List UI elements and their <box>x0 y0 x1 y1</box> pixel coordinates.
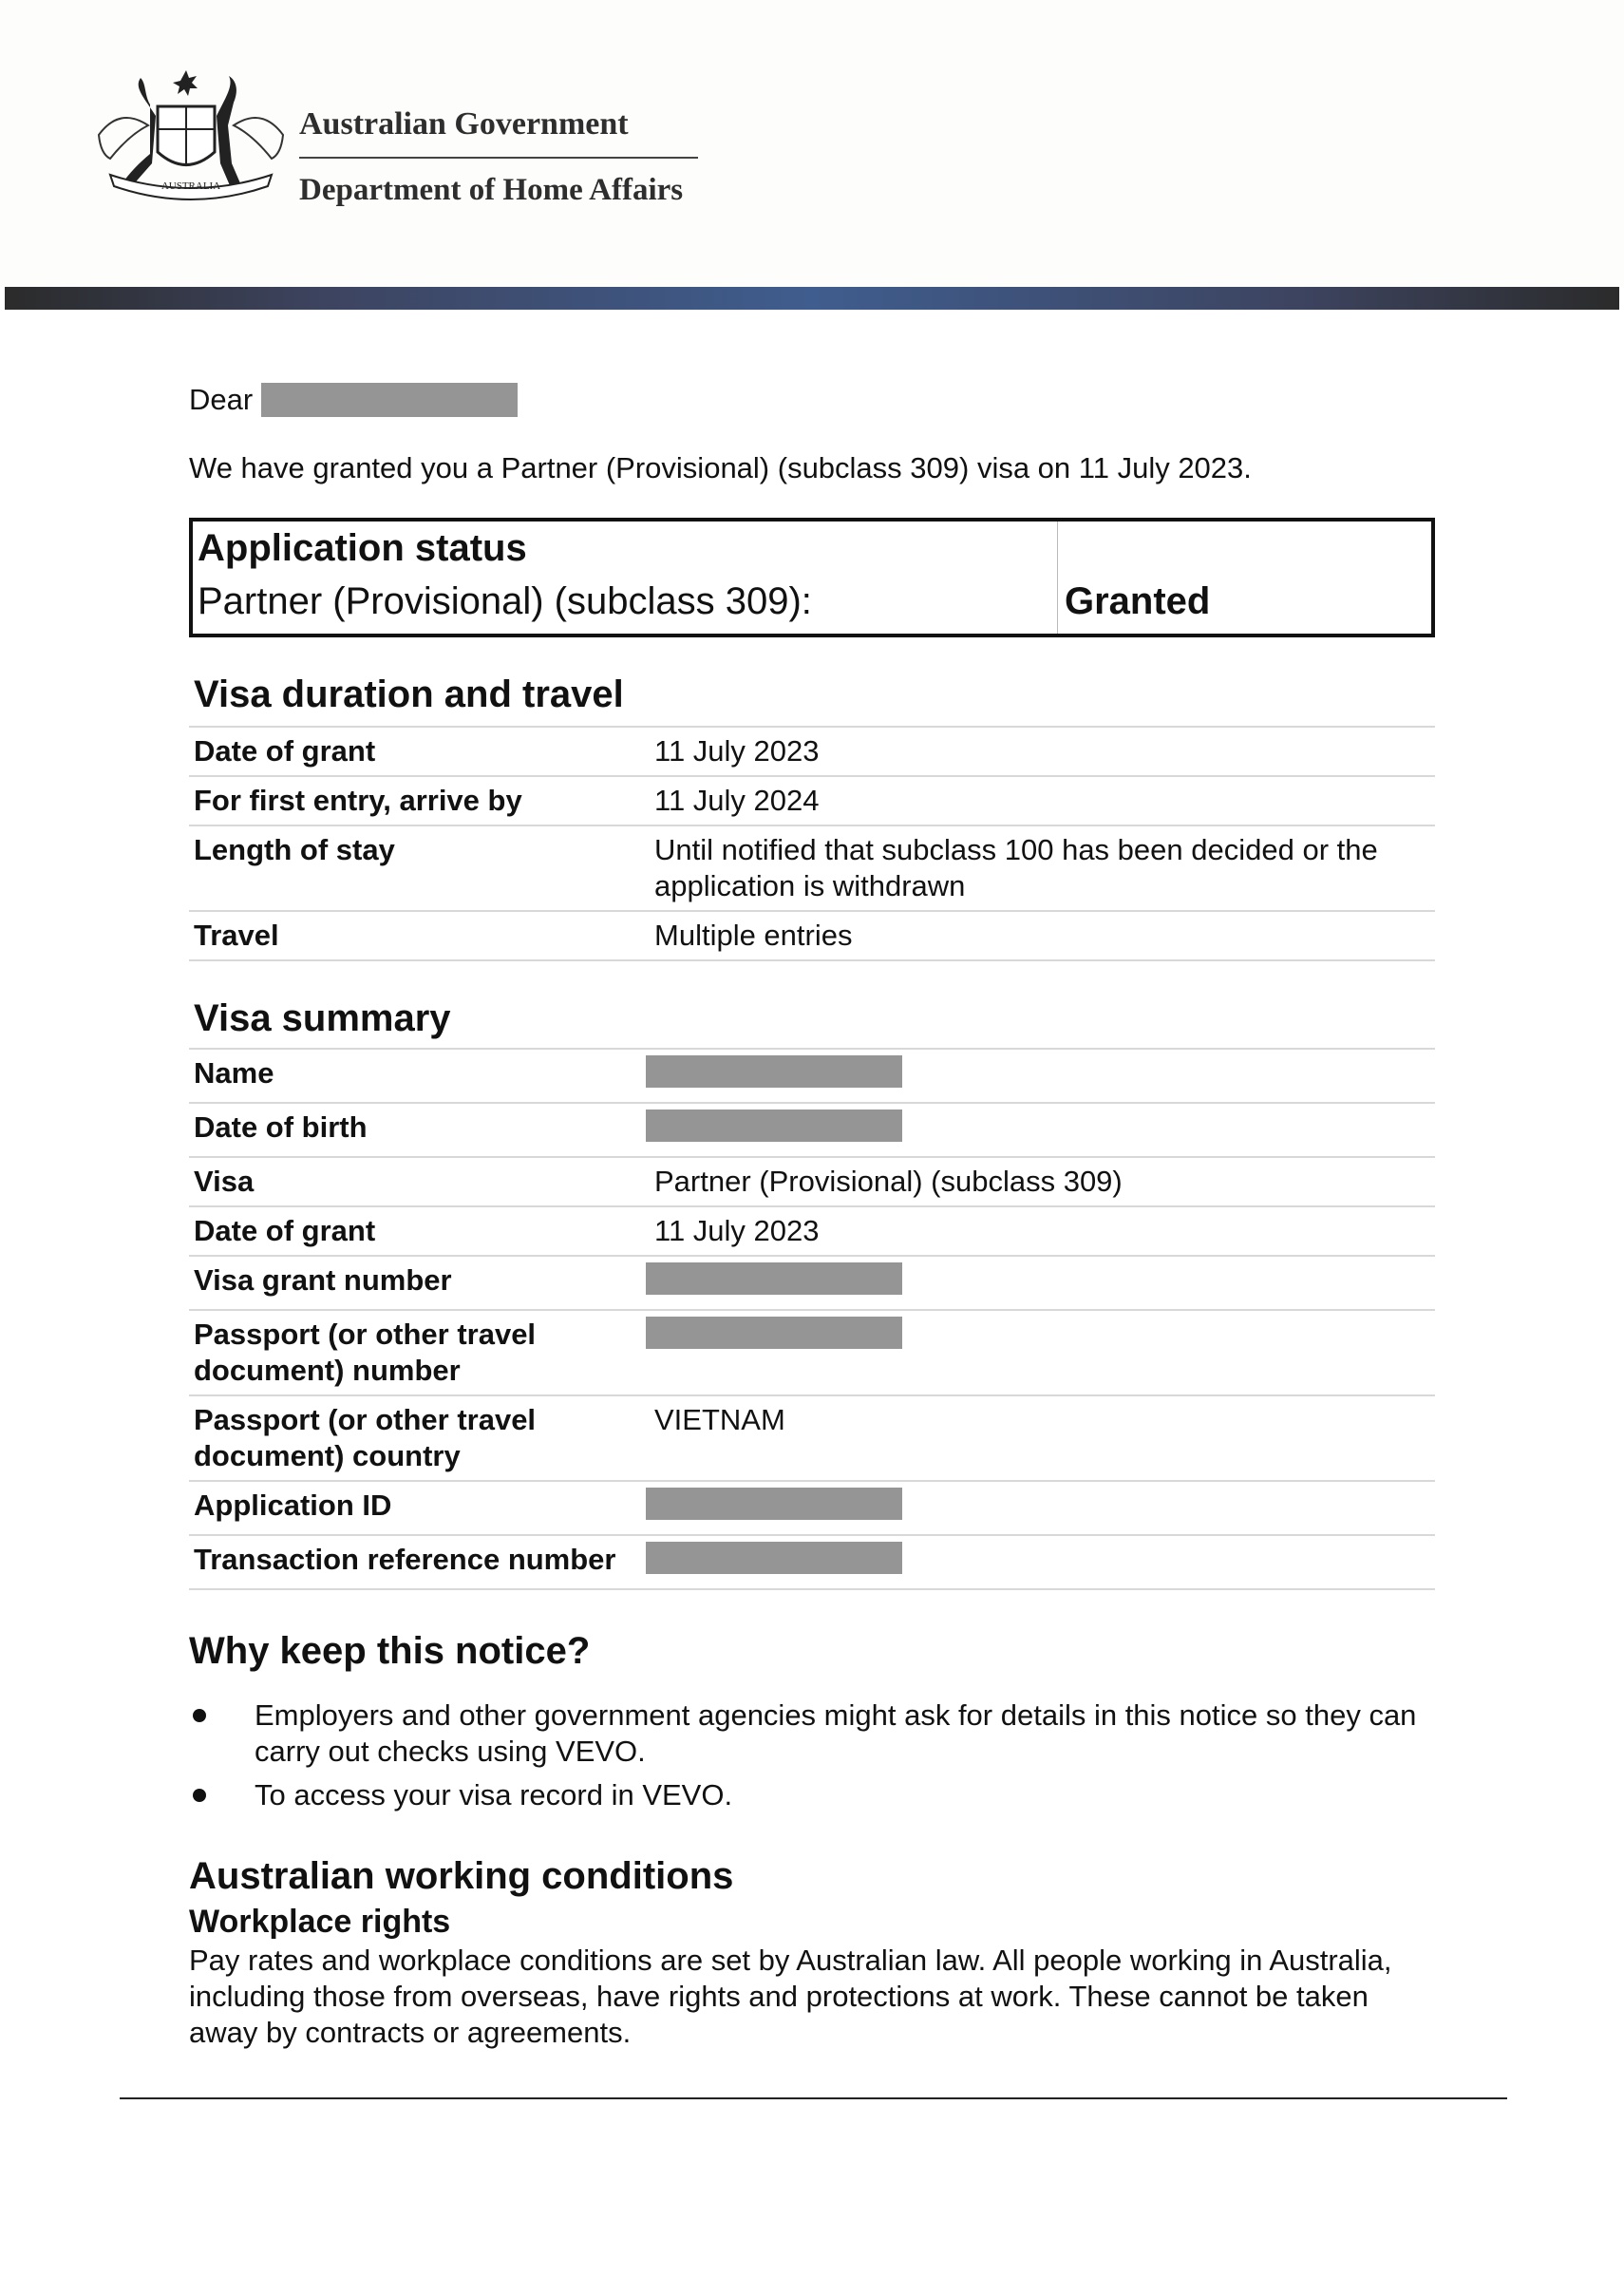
table-row <box>189 1157 1435 1206</box>
footer-divider <box>120 2097 1507 2099</box>
redacted-value <box>646 1055 902 1088</box>
redacted-value <box>646 1110 902 1142</box>
letterhead <box>0 0 1624 287</box>
why-keep-title: Why keep this notice? <box>189 1630 591 1672</box>
row-label: Passport (or other travel document) number <box>189 1310 650 1395</box>
grant-intro: We have granted you a Partner (Provisional) (subclass 309) visa on 11 July 2023. <box>189 451 1252 484</box>
row-value: 11 July 2023 <box>650 727 1435 776</box>
salutation <box>189 380 1435 420</box>
row-label: For first entry, arrive by <box>189 776 650 825</box>
government-name: Australian Government <box>299 106 629 142</box>
working-conditions-title: Australian working conditions <box>189 1855 734 1897</box>
table-row <box>189 1103 1435 1157</box>
row-value: 11 July 2024 <box>650 776 1435 825</box>
row-label: Transaction reference number <box>189 1535 650 1589</box>
redacted-value <box>646 1317 902 1349</box>
redacted-value <box>646 1262 902 1295</box>
svg-text:AUSTRALIA: AUSTRALIA <box>161 180 221 192</box>
row-label: Travel <box>189 911 650 960</box>
list-item: To access your visa record in VEVO. <box>189 1777 1435 1813</box>
application-status-box <box>189 518 1435 637</box>
summary-table <box>189 1048 1435 1590</box>
status-divider <box>1057 522 1058 634</box>
letterhead-divider <box>299 157 698 159</box>
table-row <box>189 1395 1435 1481</box>
status-value: Granted <box>1065 580 1211 622</box>
coat-of-arms-icon <box>91 68 291 211</box>
row-value: Partner (Provisional) (subclass 309) <box>650 1157 1435 1206</box>
redacted-recipient-name <box>261 383 518 417</box>
table-row <box>189 1481 1435 1535</box>
table-row <box>189 1206 1435 1256</box>
row-label: Date of birth <box>189 1103 650 1157</box>
status-visa-label: Partner (Provisional) (subclass 309): <box>198 580 812 622</box>
list-item: Employers and other government agencies might ask for details in this notice so they can carry out checks using VEVO. <box>189 1698 1435 1770</box>
table-row <box>189 825 1435 911</box>
row-label: Passport (or other travel document) country <box>189 1395 650 1481</box>
row-value: 11 July 2023 <box>650 1206 1435 1256</box>
letter-body <box>189 380 1435 2051</box>
row-label: Length of stay <box>189 825 650 911</box>
row-value: Until notified that subclass 100 has been decided or the application is withdrawn <box>650 825 1435 911</box>
redacted-value <box>646 1542 902 1574</box>
row-value <box>650 1103 1435 1157</box>
row-value: VIETNAM <box>650 1395 1435 1481</box>
table-row <box>189 911 1435 960</box>
table-row <box>189 776 1435 825</box>
department-name: Department of Home Affairs <box>299 173 684 207</box>
table-row <box>189 727 1435 776</box>
row-value <box>650 1481 1435 1535</box>
why-keep-list <box>189 1698 1435 1813</box>
table-row <box>189 1256 1435 1310</box>
row-label: Name <box>189 1049 650 1103</box>
row-value: Multiple entries <box>650 911 1435 960</box>
workplace-rights-title: Workplace rights <box>189 1904 451 1940</box>
row-value <box>650 1535 1435 1589</box>
table-row <box>189 1049 1435 1103</box>
row-value <box>650 1049 1435 1103</box>
status-title: Application status <box>198 527 527 569</box>
duration-table <box>189 726 1435 961</box>
redacted-value <box>646 1488 902 1520</box>
row-label: Application ID <box>189 1481 650 1535</box>
row-label: Date of grant <box>189 727 650 776</box>
row-label: Date of grant <box>189 1206 650 1256</box>
summary-title: Visa summary <box>194 997 451 1039</box>
header-band <box>5 287 1619 310</box>
salutation-text: Dear <box>189 383 254 416</box>
workplace-rights-text: Pay rates and workplace conditions are set by Australian law. All people working in Australia, including those from overseas, have rights and protections at work. These cannot be taken away by contracts or agreements. <box>189 1944 1392 2049</box>
row-label: Visa grant number <box>189 1256 650 1310</box>
row-label: Visa <box>189 1157 650 1206</box>
duration-title: Visa duration and travel <box>194 673 624 715</box>
row-value <box>650 1310 1435 1395</box>
row-value <box>650 1256 1435 1310</box>
table-row <box>189 1535 1435 1589</box>
table-row <box>189 1310 1435 1395</box>
